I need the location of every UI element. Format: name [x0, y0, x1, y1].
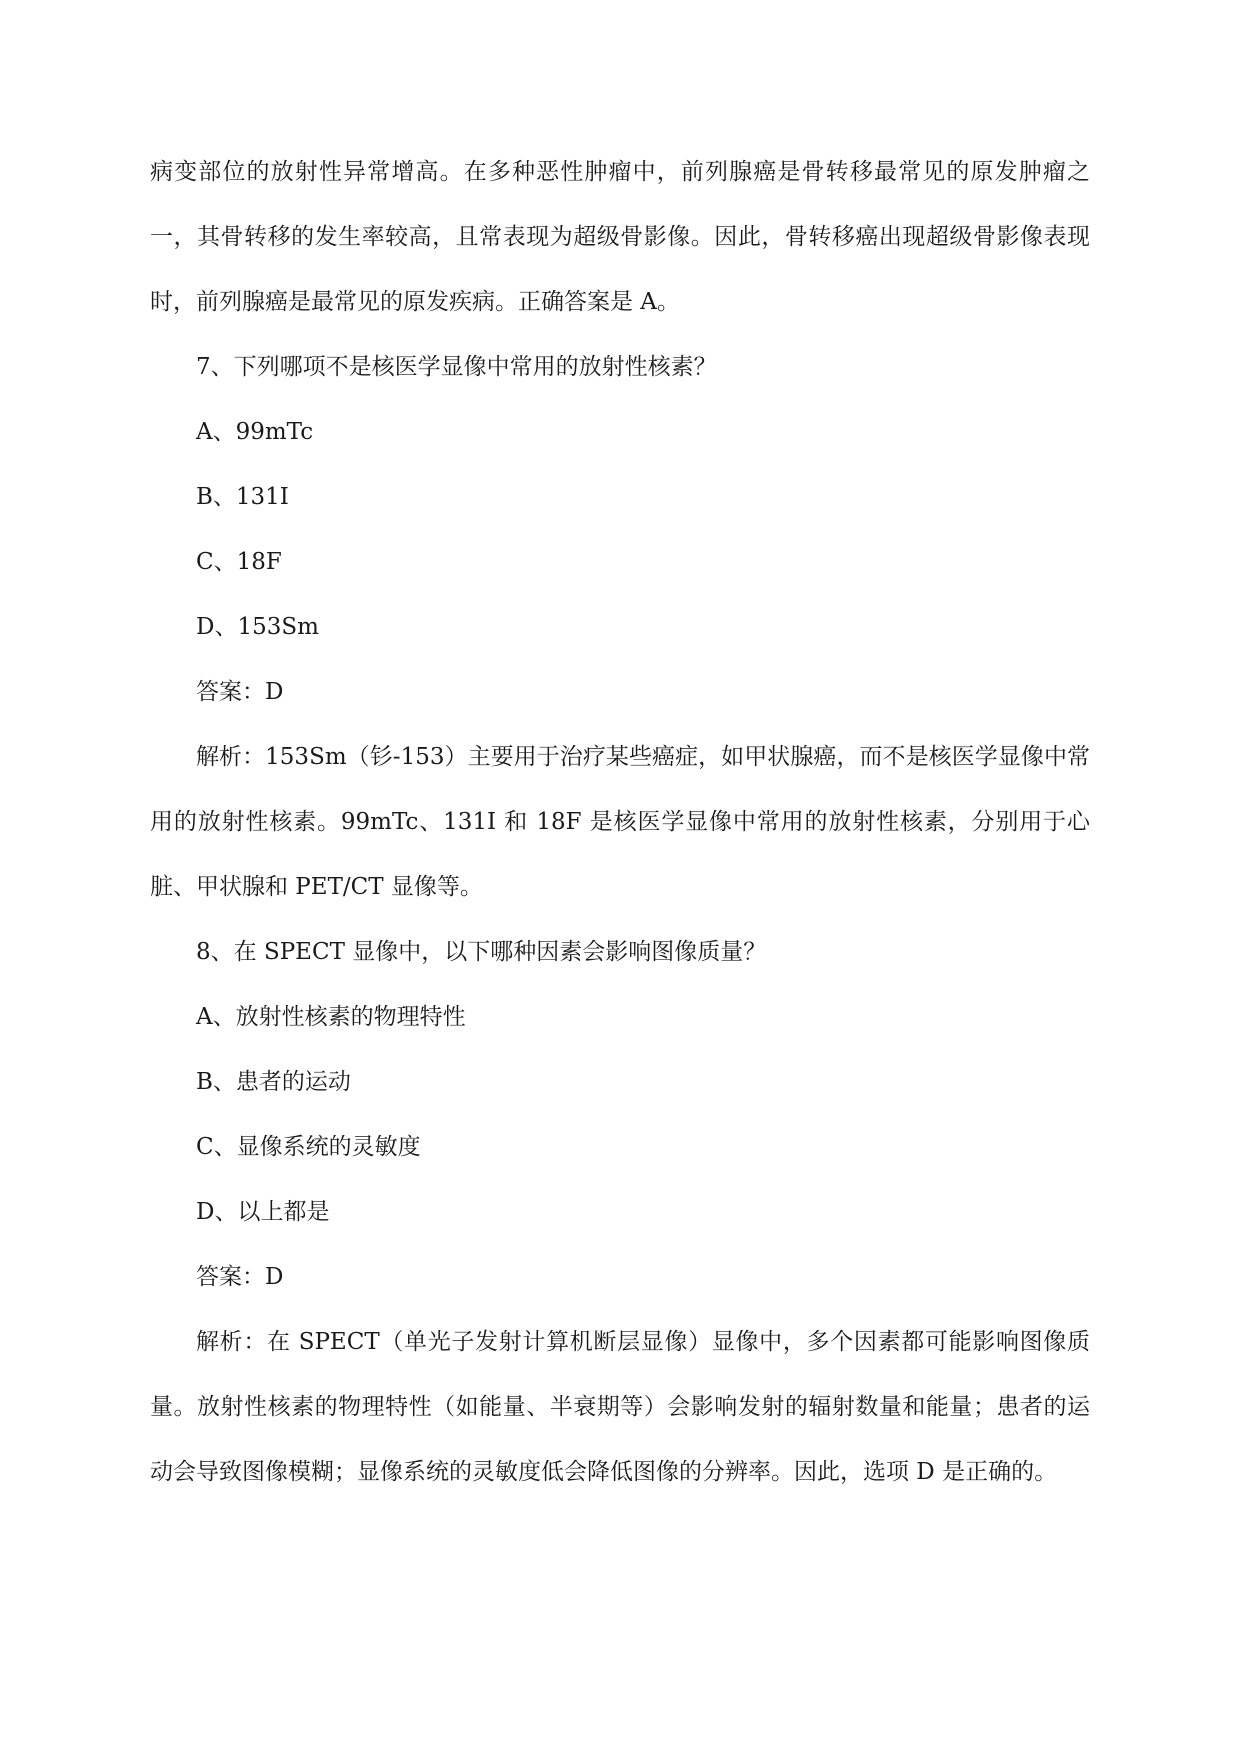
question-7-explanation: 解析：153Sm（钐-153）主要用于治疗某些癌症，如甲状腺癌，而不是核医学显像中常用的放射性核素。99mTc、131I 和 18F 是核医学显像中常用的放射性核素，分别用于心脏、甲状腺和 PET/CT 显像等。 [150, 744, 1090, 900]
question-7-option-b: B、131I [196, 484, 289, 510]
question-8-option-c: C、显像系统的灵敏度 [196, 1134, 421, 1160]
question-7-answer: 答案：D [196, 679, 284, 705]
question-8-option-d: D、以上都是 [196, 1199, 330, 1225]
question-8-answer: 答案：D [196, 1264, 284, 1290]
question-8-explanation: 解析：在 SPECT（单光子发射计算机断层显像）显像中，多个因素都可能影响图像质量。放射性核素的物理特性（如能量、半衰期等）会影响发射的辐射数量和能量；患者的运动会导致图像模糊；显像系统的灵敏度低会降低图像的分辨率。因此，选项 D 是正确的。 [150, 1329, 1090, 1485]
document-body [150, 140, 1090, 1505]
continuation-paragraph: 病变部位的放射性异常增高。在多种恶性肿瘤中，前列腺癌是骨转移最常见的原发肿瘤之一，其骨转移的发生率较高，且常表现为超级骨影像。因此，骨转移癌出现超级骨影像表现时，前列腺癌是最常见的原发疾病。正确答案是 A。 [150, 159, 1090, 315]
question-8-option-b: B、患者的运动 [196, 1069, 351, 1095]
question-7-option-d: D、153Sm [196, 614, 319, 640]
question-7-option-c: C、18F [196, 549, 282, 575]
question-7-option-a: A、99mTc [196, 419, 314, 445]
question-8-option-a: A、放射性核素的物理特性 [196, 1004, 466, 1030]
question-8: 8、在 SPECT 显像中，以下哪种因素会影响图像质量？ [196, 939, 767, 965]
question-7: 7、下列哪项不是核医学显像中常用的放射性核素？ [196, 354, 717, 380]
